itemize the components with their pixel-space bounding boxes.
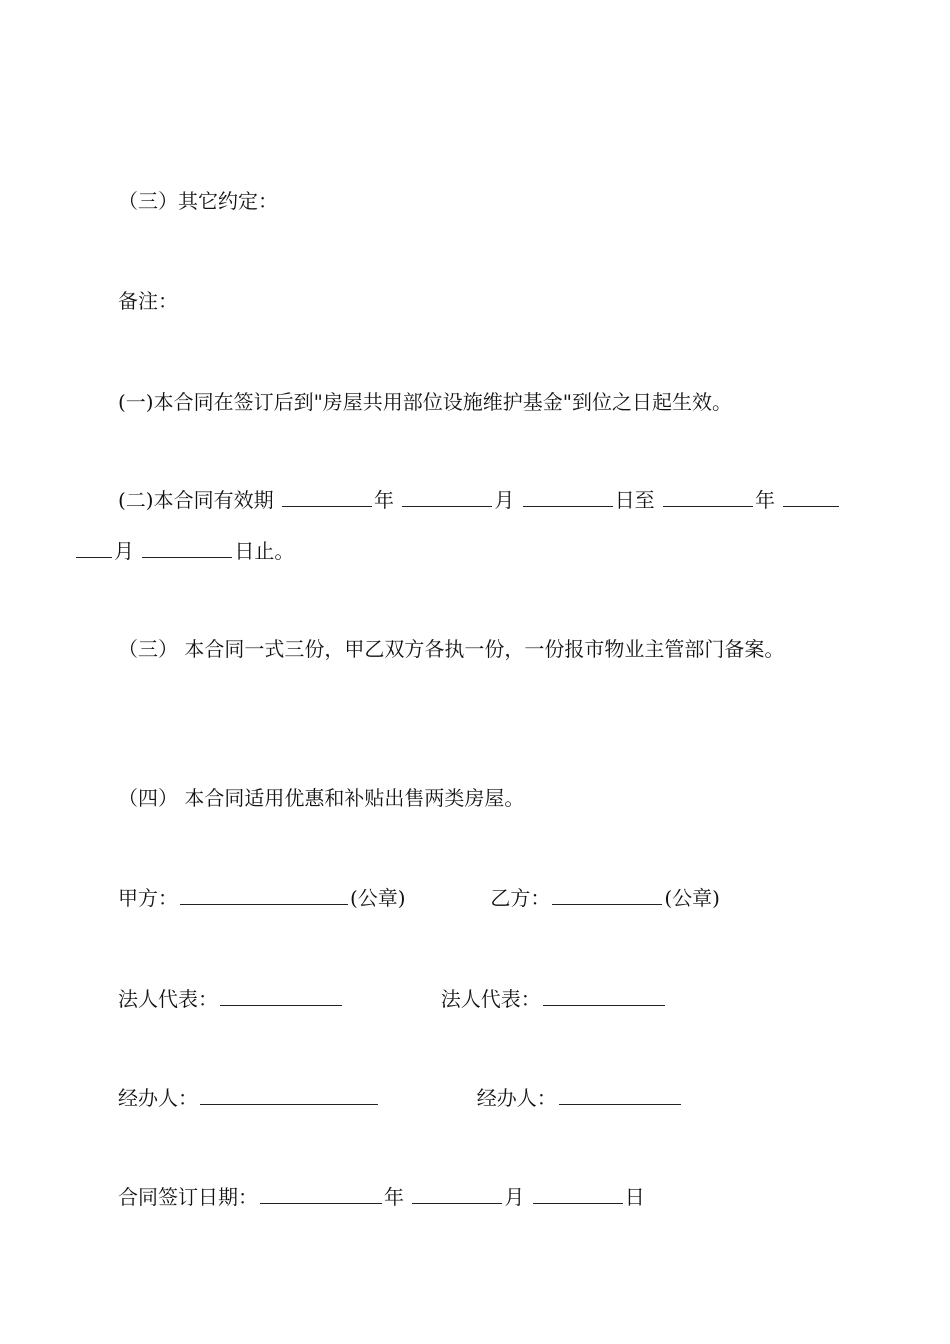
end-month-blank-part1[interactable]	[783, 488, 839, 507]
party-b-seal: (公章)	[664, 886, 720, 910]
start-year-label: 年	[373, 488, 394, 512]
other-terms-heading: （三）其它约定：	[118, 189, 278, 213]
legal-rep-row	[118, 986, 667, 1012]
end-day-label: 日止。	[234, 539, 295, 563]
party-signatures-row	[118, 885, 720, 911]
clause-two-prefix: (二)本合同有效期	[118, 488, 274, 512]
sign-year-blank[interactable]	[260, 1185, 382, 1204]
sign-date-label: 合同签订日期：	[118, 1185, 258, 1209]
end-year-blank[interactable]	[663, 488, 753, 507]
start-day-label: 日至	[614, 488, 655, 512]
clause-three: （三） 本合同一式三份，甲乙双方各执一份，一份报市物业主管部门备案。	[118, 637, 785, 661]
legal-rep-a-label: 法人代表：	[118, 987, 218, 1011]
clause-two-continued	[74, 538, 294, 564]
legal-rep-a-blank[interactable]	[220, 987, 342, 1006]
sign-month-blank[interactable]	[412, 1185, 502, 1204]
clause-four: （四） 本合同适用优惠和补贴出售两类房屋。	[118, 786, 525, 810]
party-a-blank[interactable]	[180, 886, 348, 905]
start-month-blank[interactable]	[402, 488, 492, 507]
start-month-label: 月	[494, 488, 515, 512]
clause-one: (一)本合同在签订后到"房屋共用部位设施维护基金"到位之日起生效。	[118, 390, 733, 414]
end-day-blank[interactable]	[142, 539, 232, 558]
remarks-label: 备注：	[118, 289, 178, 313]
party-b-blank[interactable]	[552, 886, 662, 905]
handler-a-label: 经办人：	[118, 1086, 198, 1110]
handler-a-blank[interactable]	[200, 1086, 378, 1105]
party-b-label: 乙方：	[490, 886, 551, 910]
start-year-blank[interactable]	[282, 488, 372, 507]
sign-month-label: 月	[504, 1185, 525, 1209]
end-month-label: 月	[114, 539, 134, 563]
sign-day-label: 日	[624, 1185, 645, 1209]
handler-b-label: 经办人：	[476, 1086, 557, 1110]
sign-year-label: 年	[384, 1185, 404, 1209]
end-year-label: 年	[755, 488, 776, 512]
sign-day-blank[interactable]	[533, 1185, 623, 1204]
party-a-label: 甲方：	[118, 886, 178, 910]
legal-rep-b-blank[interactable]	[543, 987, 665, 1006]
sign-date-row	[118, 1184, 645, 1210]
start-day-blank[interactable]	[523, 488, 613, 507]
handler-row	[118, 1085, 683, 1111]
legal-rep-b-label: 法人代表：	[440, 987, 541, 1011]
party-a-seal: (公章)	[350, 886, 406, 910]
clause-two	[118, 487, 841, 513]
end-month-blank-part2[interactable]	[76, 539, 112, 558]
handler-b-blank[interactable]	[559, 1086, 681, 1105]
